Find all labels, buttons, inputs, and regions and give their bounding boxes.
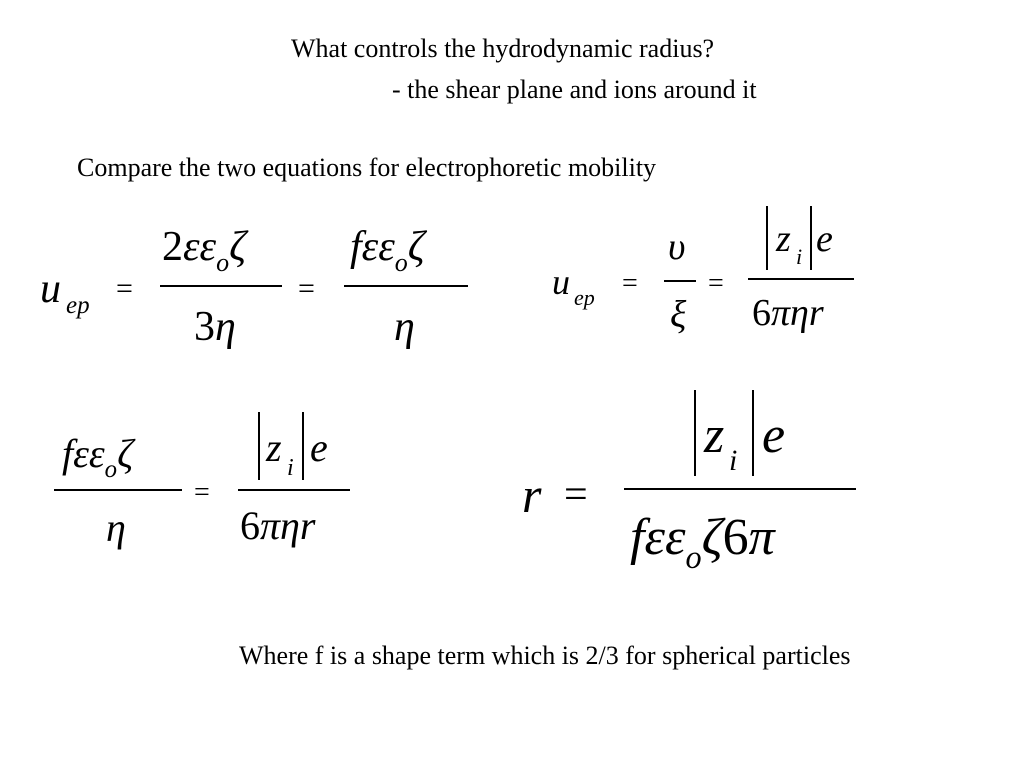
footer-note: Where f is a shape term which is 2/3 for spherical particles — [239, 641, 851, 670]
numerator-upsilon: υ — [668, 226, 686, 268]
abs-bar-right — [302, 412, 304, 480]
fraction-bar — [238, 489, 350, 491]
abs-bar-right — [752, 390, 754, 476]
i-subscript: i — [729, 444, 738, 477]
ep-subscript: ep — [66, 292, 90, 319]
equals-sign: = — [194, 477, 210, 508]
z-symbol: z — [704, 407, 725, 464]
fraction-bar — [664, 280, 696, 282]
fraction-bar — [54, 489, 182, 491]
fraction-bar — [160, 285, 282, 287]
numerator-2eezeta: $2\varepsilon\varepsilon_o\zeta$ — [162, 224, 247, 277]
equals-sign: = — [116, 272, 133, 305]
i-subscript: i — [796, 244, 803, 269]
denominator-6pietar: 6πηr — [752, 292, 824, 334]
equals-sign: = — [708, 268, 724, 299]
denominator-feezeta6pi: fεε$_o$ζ6π — [630, 509, 775, 575]
z-symbol: z — [776, 218, 791, 260]
numerator-feezeta: fεε$_o$ζ — [350, 224, 425, 277]
u-symbol: u — [552, 262, 570, 302]
equals-sign: = — [298, 272, 315, 305]
fraction-bar — [344, 285, 468, 287]
abs-bar-left — [258, 412, 260, 480]
denominator-eta: η — [394, 304, 415, 350]
ep-subscript: ep — [574, 285, 595, 310]
i-subscript: i — [287, 455, 294, 481]
e-symbol: e — [310, 425, 328, 470]
denominator-eta: η — [106, 505, 126, 550]
fraction-bar — [748, 278, 854, 280]
equals-sign: = — [564, 472, 588, 518]
denominator-3eta: 3η — [194, 304, 236, 350]
u-symbol: u — [40, 266, 61, 312]
e-symbol: e — [762, 407, 786, 464]
equals-sign: = — [622, 268, 638, 299]
fraction-bar — [624, 488, 856, 490]
r-symbol: r — [522, 467, 542, 523]
question-text: What controls the hydrodynamic radius? — [291, 34, 715, 63]
numerator-feezeta: fεε$_o$ζ — [62, 431, 134, 484]
abs-bar-left — [766, 206, 768, 270]
answer-text: - the shear plane and ions around it — [392, 75, 757, 104]
compare-text: Compare the two equations for electrophoretic mobility — [77, 153, 657, 182]
denominator-6pietar: 6πηr — [240, 503, 316, 548]
abs-bar-right — [810, 206, 812, 270]
denominator-xi: ξ — [670, 294, 687, 336]
e-symbol: e — [816, 218, 833, 260]
abs-bar-left — [694, 390, 696, 476]
z-symbol: z — [266, 425, 282, 470]
